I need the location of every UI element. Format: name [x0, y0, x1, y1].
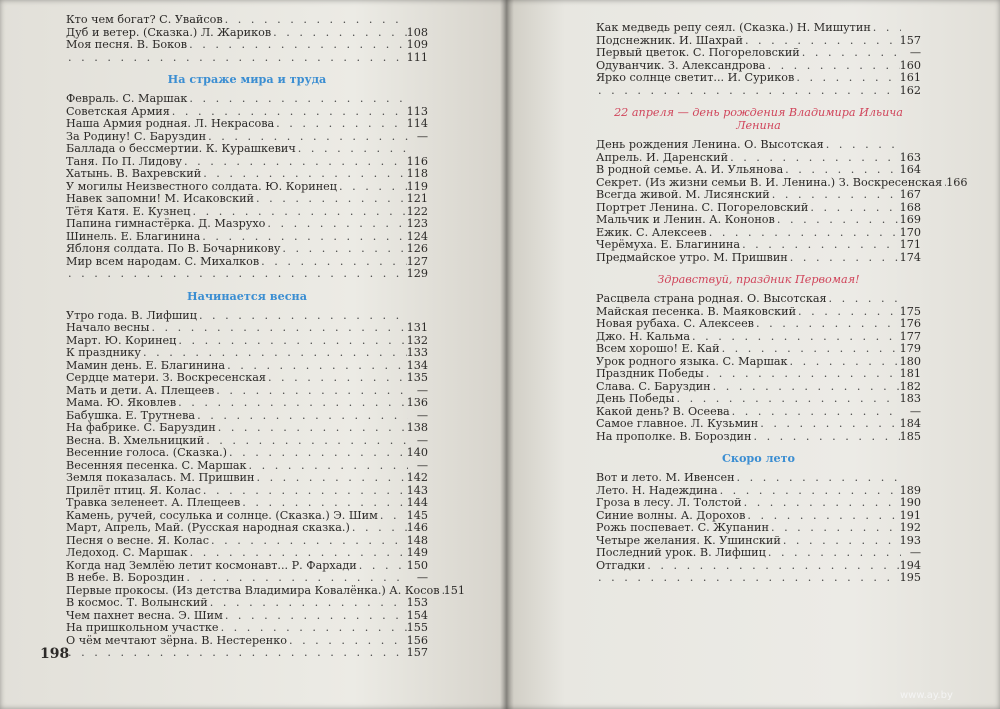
toc-entry-title: Последний урок. В. Лифшиц — [596, 546, 766, 559]
toc-entry — [596, 189, 921, 202]
toc-entry-title: Февраль. С. Маршак — [66, 92, 188, 105]
toc-entry — [66, 397, 428, 410]
toc-entry-title: В космос. Т. Волынский — [66, 596, 208, 609]
leader-dots — [271, 27, 406, 40]
toc-entry — [66, 522, 428, 535]
leader-dots — [596, 572, 900, 585]
toc-entry-title: Вот и лето. М. Ивенсен — [596, 471, 735, 484]
leader-dots — [149, 322, 406, 335]
toc-entry-page: 174 — [899, 250, 921, 264]
toc-entry-title: Предмайское утро. М. Пришвин — [596, 250, 788, 264]
toc-entry-page: 119 — [406, 179, 428, 193]
leader-dots — [266, 372, 407, 385]
toc-entry-title: Таня. По П. Лидову — [66, 154, 182, 168]
leader-dots — [794, 72, 899, 85]
leader-dots — [711, 381, 900, 394]
toc-entry-page: 183 — [899, 392, 921, 405]
leader-dots — [735, 472, 901, 485]
toc-entry — [66, 268, 428, 281]
toc-entry-title: У могилы Неизвестного солдата. Ю. Коринец — [66, 179, 338, 193]
toc-entry-title: На фабрике. С. Баруздин — [66, 421, 216, 434]
toc-entry-page: 180 — [899, 354, 921, 368]
toc-entry-page: 111 — [406, 50, 428, 64]
toc-entry-title: На пришкольном участке — [66, 621, 219, 634]
toc-entry-page: 191 — [899, 508, 921, 522]
leader-dots — [66, 52, 407, 65]
toc-entry-page: 150 — [406, 558, 428, 572]
toc-entry-title: Рожь поспевает. С. Жупанин — [596, 521, 769, 534]
toc-entry-title: Всем хорошо! Е. Кай — [596, 342, 720, 355]
toc-entry-page: 193 — [899, 533, 921, 547]
section-heading: 22 апреля — день рождения Владимира Ильича Ленина — [614, 106, 903, 132]
toc-entry-page: 168 — [899, 200, 921, 214]
toc-entry-title: В родной семье. А. И. Ульянова — [596, 163, 784, 176]
leader-dots — [704, 368, 900, 381]
toc-entry — [66, 256, 428, 269]
leader-dots — [770, 189, 900, 202]
toc-entry — [66, 497, 428, 510]
toc-entry — [66, 422, 428, 435]
toc-entry-page: 166 — [946, 175, 968, 189]
toc-entry — [596, 252, 921, 265]
toc-entry-page: 124 — [406, 229, 428, 243]
toc-entry-title: Лето. Н. Надеждина — [596, 483, 718, 497]
leader-dots — [720, 343, 900, 356]
toc-entry — [596, 431, 921, 444]
leader-dots — [274, 118, 406, 131]
toc-entry-page: 153 — [406, 596, 428, 609]
toc-entry — [66, 143, 428, 156]
toc-entry-page: 121 — [406, 192, 428, 205]
leader-dots — [783, 164, 900, 177]
toc-entry-title: День Победы — [596, 392, 675, 405]
leader-dots — [796, 306, 900, 319]
toc-entry-title: Травка зеленеет. А. Плещеев — [66, 496, 241, 509]
toc-entry-page: 189 — [899, 483, 921, 497]
toc-entry — [66, 597, 428, 610]
toc-entry-page: 144 — [406, 496, 428, 509]
toc-entry-title: Новая рубаха. С. Алексеев — [596, 317, 754, 330]
toc-entry-page: 123 — [406, 217, 428, 230]
toc-entry-title: Тётя Катя. Е. Кузнец — [66, 204, 191, 218]
toc-entry-title: О чём мечтают зёрна. В. Нестеренко — [66, 633, 287, 647]
toc-entry-page: 192 — [899, 521, 921, 534]
toc-entry-title: Как медведь репу сеял. (Сказка.) Н. Мишутин — [596, 21, 871, 34]
toc-entry-title: Папина гимнастёрка. Д. Мазрухо — [66, 217, 266, 230]
toc-entry-title: Мальчик и Ленин. А. Кононов — [596, 213, 775, 226]
toc-entry-page: 162 — [899, 83, 921, 97]
toc-entry-page: — — [416, 383, 428, 397]
toc-entry — [596, 560, 921, 573]
toc-entry — [66, 347, 428, 360]
toc-entry-title: Дуб и ветер. (Сказка.) Л. Жариков — [66, 25, 272, 39]
toc-entry-title: Самое главное. Л. Кузьмин — [596, 417, 759, 430]
leader-dots — [280, 243, 406, 256]
leader-dots — [788, 252, 900, 265]
toc-entry-page: 109 — [406, 38, 428, 51]
leader-dots — [296, 143, 408, 156]
leader-dots — [184, 572, 408, 585]
toc-entry — [66, 372, 428, 385]
leader-dots — [214, 385, 408, 398]
toc-entry-page: 164 — [899, 163, 921, 176]
toc-entry-title: Первые прокосы. (Из детства Владимира Ковалёнка.) А. Косов — [66, 583, 440, 597]
toc-entry-title: Секрет. (Из жизни семьи В. И. Ленина.) З. Воскресенская — [596, 175, 943, 189]
toc-entry — [66, 168, 428, 181]
toc-entry-page: 160 — [899, 58, 921, 72]
toc-entry-title: Шинель. Е. Благинина — [66, 229, 201, 243]
toc-entry-page: 175 — [899, 304, 921, 318]
leader-dots — [645, 560, 899, 573]
toc-entry — [596, 522, 921, 535]
watermark: www.ay.by — [900, 690, 953, 701]
toc-entry-page: 184 — [899, 417, 921, 430]
toc-entry-title: Песня о весне. Я. Колас — [66, 533, 209, 547]
leader-dots — [182, 156, 407, 169]
leader-dots — [66, 268, 407, 281]
toc-entry-page: — — [909, 404, 921, 418]
toc-entry-page: 167 — [899, 188, 921, 201]
toc-entry-page: — — [416, 458, 428, 472]
leader-dots — [208, 597, 407, 610]
toc-entry — [596, 85, 921, 98]
toc-entry-title: Подснежник. И. Шахрай — [596, 33, 743, 47]
section-heading: Начинается весна — [187, 288, 307, 303]
toc-entry-page: 176 — [899, 317, 921, 330]
leader-dots — [871, 22, 901, 35]
toc-entry-title: Майская песенка. В. Маяковский — [596, 304, 797, 318]
toc-entry — [66, 622, 428, 635]
leader-dots — [254, 472, 406, 485]
toc-entry-page: — — [416, 408, 428, 422]
toc-entry-title: Утро года. В. Лифшиц — [66, 308, 197, 322]
leader-dots — [758, 418, 899, 431]
toc-entry — [66, 14, 428, 27]
toc-entry-page: 114 — [406, 117, 428, 130]
toc-entry-title: Всегда живой. М. Лисянский — [596, 188, 770, 201]
toc-entry-page: 113 — [406, 104, 428, 118]
toc-entry-page: 118 — [406, 167, 428, 180]
toc-entry — [66, 52, 428, 65]
leader-dots — [287, 635, 407, 648]
leader-dots — [788, 356, 900, 369]
leader-dots — [827, 293, 901, 306]
toc-entry — [596, 164, 921, 177]
leader-dots — [824, 139, 901, 152]
leader-dots — [188, 547, 407, 560]
toc-entry-page: 163 — [899, 150, 921, 164]
toc-entry-title: Весна. В. Хмельницкий — [66, 433, 205, 447]
leader-dots — [800, 47, 901, 60]
leader-dots — [337, 181, 407, 194]
leader-dots — [751, 431, 899, 444]
toc-entry-page: 194 — [899, 558, 921, 572]
toc-entry-title: Мамин день. Е. Благинина — [66, 358, 226, 372]
leader-dots — [66, 647, 407, 660]
toc-entry-page: — — [416, 571, 428, 584]
leader-dots — [740, 239, 900, 252]
toc-entry-page: 157 — [899, 33, 921, 47]
toc-entry-title: Наша Армия родная. Л. Некрасова — [66, 117, 275, 130]
toc-entry-title: Баллада о бессмертии. К. Курашкевич — [66, 142, 296, 155]
toc-entry-page: 132 — [406, 333, 428, 347]
leader-dots — [219, 622, 407, 635]
toc-entry-title: Кто чем богат? С. Увайсов — [66, 13, 223, 26]
toc-entry — [66, 118, 428, 131]
toc-entry-title: Ежик. С. Алексеев — [596, 225, 707, 239]
toc-entry-page: 108 — [406, 25, 428, 39]
toc-entry-page: 155 — [406, 621, 428, 634]
toc-entry-title: Мама. Ю. Яковлев — [66, 396, 177, 409]
toc-entry-page: 157 — [406, 646, 428, 659]
leader-dots — [769, 522, 900, 535]
leader-dots — [265, 218, 406, 231]
toc-entry-page: 140 — [406, 446, 428, 459]
leader-dots — [742, 497, 900, 510]
toc-entry — [66, 39, 428, 52]
right-page — [506, 0, 1000, 709]
toc-entry-page: 136 — [406, 396, 428, 409]
toc-entry-page: — — [416, 433, 428, 447]
toc-entry — [596, 472, 921, 485]
leader-dots — [781, 535, 900, 548]
toc-entry-page: 133 — [406, 346, 428, 359]
toc-entry-title: Навек запомни! М. Исаковский — [66, 192, 254, 205]
section-heading: На страже мира и труда — [167, 72, 327, 86]
toc-entry-page: 131 — [406, 321, 428, 334]
toc-entry-page: 179 — [899, 342, 921, 355]
toc-entry-page: 127 — [406, 254, 428, 268]
leader-dots — [350, 522, 407, 535]
leader-dots — [254, 193, 407, 206]
toc-entry — [66, 218, 428, 231]
toc-entry — [596, 418, 921, 431]
toc-entry-title: Земля показалась. М. Пришвин — [66, 471, 255, 484]
toc-entry-page: 149 — [406, 546, 428, 559]
leader-dots — [240, 497, 406, 510]
toc-entry-page: 161 — [899, 71, 921, 84]
toc-entry-title: Сердце матери. З. Воскресенская — [66, 371, 266, 384]
toc-entry-page: 190 — [899, 496, 921, 509]
toc-entry-page: — — [909, 46, 921, 59]
page-number: 198 — [40, 646, 70, 662]
toc-entry — [66, 647, 428, 660]
toc-entry-title: Хатынь. В. Вахревский — [66, 167, 202, 180]
leader-dots — [209, 535, 407, 548]
leader-dots — [195, 410, 408, 423]
toc-entry-page: 134 — [406, 358, 428, 372]
leader-dots — [775, 214, 900, 227]
toc-entry-title: Когда над Землёю летит космонавт... Р. Фархади — [66, 558, 357, 572]
toc-entry-page: 177 — [899, 329, 921, 343]
toc-entry-title: Одуванчик. З. Александрова — [596, 58, 766, 72]
toc-entry-page: 135 — [406, 371, 428, 384]
leader-dots — [187, 93, 408, 106]
toc-entry — [66, 193, 428, 206]
toc-entry-page: 145 — [406, 508, 428, 522]
toc-entry-title: Ледоход. С. Маршак — [66, 546, 188, 559]
leader-dots — [259, 256, 406, 269]
toc-entry-page: 116 — [406, 154, 428, 168]
toc-entry — [596, 318, 921, 331]
toc-entry-page: 169 — [899, 213, 921, 226]
toc-entry-page: 146 — [406, 521, 428, 534]
toc-entry-title: Первый цветок. С. Погореловский — [596, 46, 800, 59]
toc-entry-title: Гроза в лесу. Л. Толстой — [596, 496, 742, 509]
toc-entry — [66, 635, 428, 648]
toc-entry-page: — — [909, 546, 921, 559]
toc-entry-title: Чем пахнет весна. Э. Шим — [66, 608, 223, 622]
toc-entry-page: — — [416, 129, 428, 143]
leader-dots — [201, 168, 406, 181]
toc-entry-title: Четыре желания. К. Ушинский — [596, 533, 781, 547]
toc-entry — [596, 239, 921, 252]
toc-entry — [596, 572, 921, 585]
toc-entry — [596, 214, 921, 227]
toc-entry-page: 185 — [899, 429, 921, 443]
leader-dots — [176, 335, 406, 348]
toc-entry-page: 143 — [406, 483, 428, 497]
leader-dots — [197, 310, 408, 323]
toc-entry-page: 151 — [443, 583, 465, 597]
toc-entry-title: Черёмуха. Е. Благинина — [596, 238, 741, 251]
toc-entry-title: Весенняя песенка. С. Маршак — [66, 458, 247, 472]
toc-entry — [596, 547, 921, 560]
toc-entry — [66, 243, 428, 256]
toc-entry-title: Портрет Ленина. С. Погореловский — [596, 200, 809, 214]
toc-entry-page: 171 — [899, 238, 921, 251]
toc-entry-title: Моя песня. В. Боков — [66, 38, 188, 51]
section-heading: Скоро лето — [721, 451, 796, 465]
toc-entry-title: К празднику — [66, 346, 141, 359]
toc-entry — [596, 293, 921, 306]
toc-entry — [596, 139, 921, 152]
toc-entry — [66, 93, 428, 106]
toc-entry-title: Мир всем народам. С. Михалков — [66, 254, 260, 268]
toc-entry — [596, 343, 921, 356]
toc-entry-page: 142 — [406, 471, 428, 484]
section-heading: Здравствуй, праздник Первомая! — [657, 273, 860, 286]
leader-dots — [378, 510, 407, 523]
toc-entry-page: 126 — [406, 242, 428, 255]
toc-entry-title: Праздник Победы — [596, 367, 704, 380]
toc-entry-title: Отгадки — [596, 558, 646, 572]
toc-entry-page: 181 — [899, 367, 921, 380]
toc-entry-page: 182 — [899, 379, 921, 393]
toc-entry-title: День рождения Ленина. О. Высотская — [596, 138, 824, 151]
leader-dots — [766, 547, 901, 560]
leader-dots — [187, 39, 407, 52]
leader-dots — [808, 202, 899, 215]
leader-dots — [223, 14, 408, 27]
toc-entry-title: Начало весны — [66, 321, 150, 334]
toc-entry — [596, 497, 921, 510]
toc-entry-title: Прилёт птиц. Я. Колас — [66, 483, 201, 497]
leader-dots — [596, 85, 900, 98]
toc-entry-title: Джо. Н. Кальма — [596, 329, 691, 343]
leader-dots — [357, 560, 407, 573]
toc-entry-title: Какой день? В. Осеева — [596, 404, 730, 418]
toc-entry — [66, 547, 428, 560]
toc-entry-page: 156 — [406, 633, 428, 647]
toc-entry — [66, 447, 428, 460]
toc-entry-title: Синие волны. А. Дорохов — [596, 508, 746, 522]
leader-dots — [754, 318, 900, 331]
leader-dots — [176, 397, 406, 410]
toc-entry-page: 138 — [406, 421, 428, 434]
leader-dots — [223, 610, 407, 623]
leader-dots — [204, 435, 408, 448]
toc-entry — [66, 322, 428, 335]
toc-entry-title: Яблоня солдата. По В. Бочарникову — [66, 242, 281, 255]
toc-entry-title: В небе. В. Бороздин — [66, 571, 185, 584]
toc-entry — [596, 47, 921, 60]
toc-entry-title: Весенние голоса. (Сказка.) — [66, 446, 228, 459]
toc-entry-title: Камень, ручей, сосулька и солнце. (Сказка.) Э. Шим — [66, 508, 378, 522]
toc-entry — [596, 72, 921, 85]
toc-right-column — [596, 21, 968, 585]
toc-entry-page: 195 — [899, 571, 921, 584]
toc-entry-title: Март. Ю. Коринец — [66, 333, 177, 347]
toc-entry-title: Расцвела страна родная. О. Высотская — [596, 292, 827, 305]
toc-entry-title: Урок родного языка. С. Маршак — [596, 354, 788, 368]
toc-entry-page: 148 — [406, 533, 428, 547]
toc-entry-title: На прополке. В. Бороздин — [596, 429, 752, 443]
leader-dots — [690, 331, 900, 344]
leader-dots — [141, 347, 407, 360]
leader-dots — [718, 485, 900, 498]
leader-dots — [674, 393, 899, 406]
leader-dots — [216, 422, 407, 435]
toc-left-column — [66, 13, 465, 660]
toc-entry-title: Мать и дети. А. Плещеев — [66, 383, 215, 397]
toc-entry-title: Март, Апрель, Май. (Русская народная сказка.) — [66, 521, 350, 534]
book-gutter — [500, 0, 514, 709]
toc-entry-page: 170 — [899, 225, 921, 239]
toc-entry-title: Апрель. И. Даренский — [596, 150, 729, 164]
toc-entry-title: Советская Армия — [66, 104, 170, 118]
toc-entry — [596, 22, 921, 35]
toc-entry-page: 122 — [406, 204, 428, 218]
leader-dots — [247, 460, 408, 473]
toc-entry-title: Бабушка. Е. Трутнева — [66, 408, 196, 422]
leader-dots — [227, 447, 407, 460]
toc-entry — [66, 472, 428, 485]
toc-entry-page: 129 — [406, 267, 428, 280]
toc-entry — [596, 368, 921, 381]
toc-entry — [596, 393, 921, 406]
toc-entry-title: Ярко солнце светит... И. Суриков — [596, 71, 795, 84]
toc-entry-page: 154 — [406, 608, 428, 622]
toc-entry-title: Слава. С. Баруздин — [596, 379, 711, 393]
toc-entry-title: За Родину! С. Баруздин — [66, 129, 207, 143]
toc-entry — [66, 572, 428, 585]
